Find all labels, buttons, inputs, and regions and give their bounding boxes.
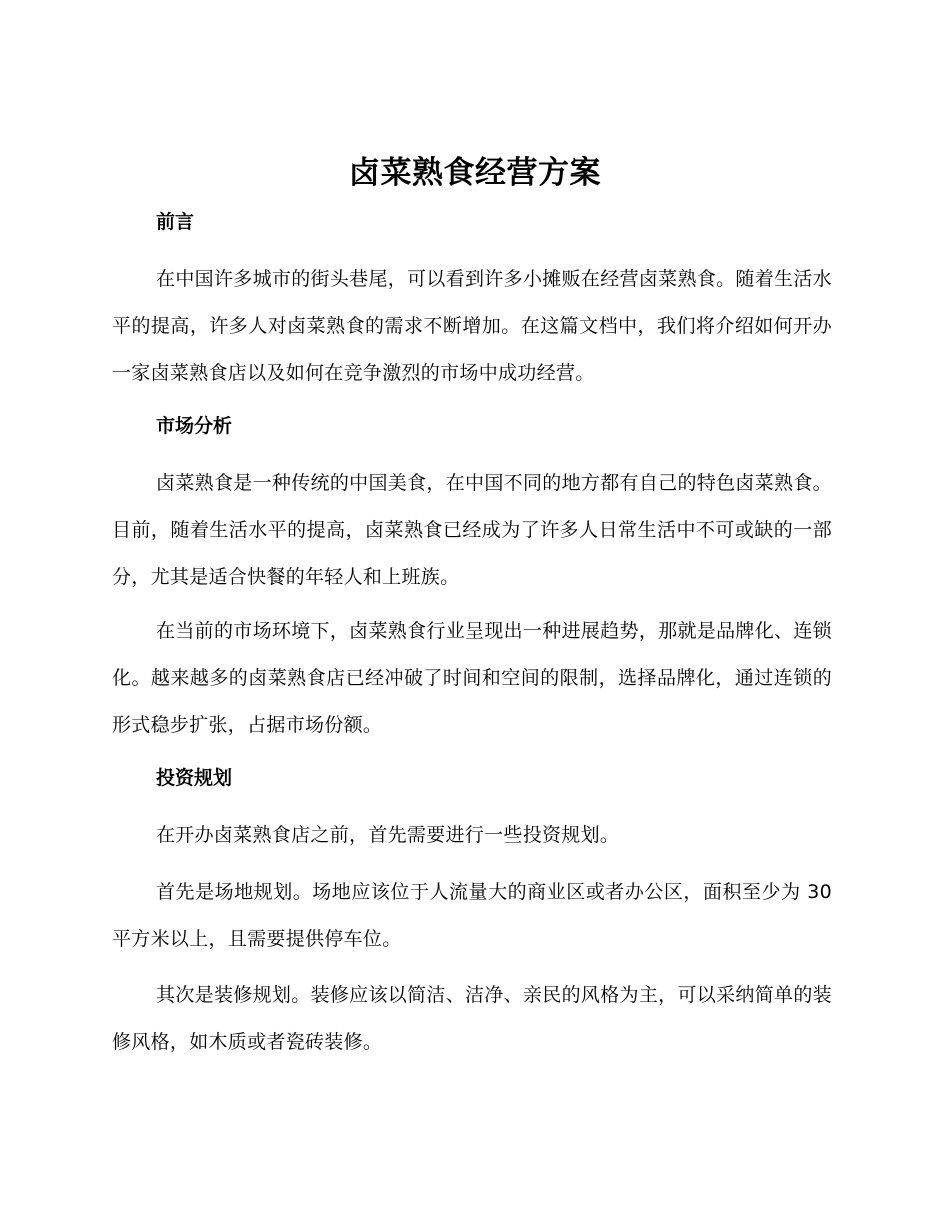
section-heading-market-analysis: 市场分析 <box>156 415 233 437</box>
section-heading-preface: 前言 <box>156 211 195 233</box>
paragraph: 在当前的市场环境下，卤菜熟食行业呈现出一种进展趋势，那就是品牌化、连锁化。越来越多的卤菜熟食店已经冲破了时间和空间的限制，选择品牌化，通过连锁的形式稳步扩张，占据市场份额。 <box>112 620 832 736</box>
paragraph: 其次是装修规划。装修应该以简洁、洁净、亲民的风格为主，可以采纳简单的装修风格，如木质或者瓷砖装修。 <box>112 984 832 1053</box>
paragraph: 卤菜熟食是一种传统的中国美食，在中国不同的地方都有自己的特色卤菜熟食。目前，随着生活水平的提高，卤菜熟食已经成为了许多人日常生活中不可或缺的一部分，尤其是适合快餐的年轻人和上班族。 <box>112 472 832 588</box>
document-title: 卤菜熟食经营方案 <box>349 155 601 191</box>
section-heading-investment-plan: 投资规划 <box>156 767 233 789</box>
paragraph: 在中国许多城市的街头巷尾，可以看到许多小摊贩在经营卤菜熟食。随着生活水平的提高，许多人对卤菜熟食的需求不断增加。在这篇文档中，我们将介绍如何开办一家卤菜熟食店以及如何在竞争激烈的市场中成功经营。 <box>112 268 832 384</box>
paragraph: 在开办卤菜熟食店之前，首先需要进行一些投资规划。 <box>156 824 620 846</box>
paragraph: 首先是场地规划。场地应该位于人流量大的商业区或者办公区，面积至少为 30 平方米以上，且需要提供停车位。 <box>112 881 832 950</box>
